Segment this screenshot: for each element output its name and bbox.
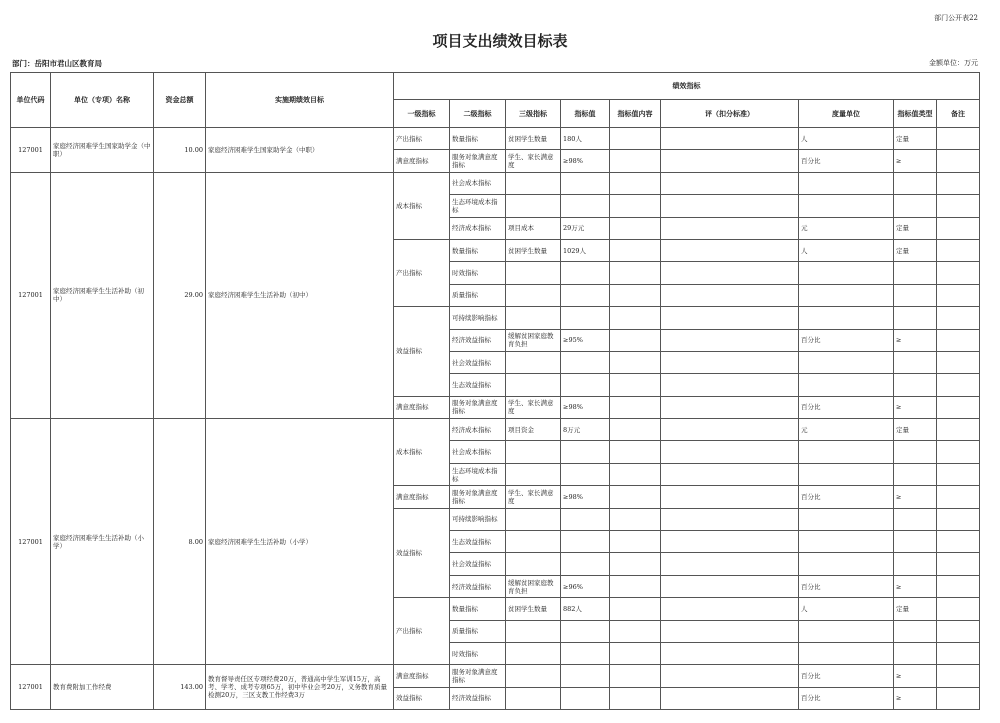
header-content: 指标值内容	[610, 100, 661, 128]
unit-code: 127001	[11, 128, 51, 173]
value-type: ≥	[894, 396, 937, 418]
indicator-value	[561, 307, 610, 329]
note	[937, 307, 980, 329]
level3-indicator: 贫困学生数量	[506, 239, 561, 261]
level3-indicator: 贫困学生数量	[506, 128, 561, 150]
level1-indicator: 满意度指标	[394, 486, 450, 508]
note	[937, 284, 980, 306]
scoring-criteria	[661, 172, 799, 194]
value-type: ≥	[894, 329, 937, 351]
measure-unit	[799, 620, 894, 642]
indicator-value: ≥98%	[561, 396, 610, 418]
indicator-content	[610, 128, 661, 150]
level3-indicator: 项目资金	[506, 419, 561, 441]
scoring-criteria	[661, 642, 799, 664]
scoring-criteria	[661, 351, 799, 373]
measure-unit: 元	[799, 217, 894, 239]
note	[937, 374, 980, 396]
level2-indicator: 社会成本指标	[450, 441, 506, 463]
scoring-criteria	[661, 531, 799, 553]
indicator-content	[610, 463, 661, 485]
value-type	[894, 620, 937, 642]
header-perf: 绩效指标	[394, 73, 980, 100]
value-type: 定量	[894, 239, 937, 261]
note	[937, 419, 980, 441]
level1-indicator: 满意度指标	[394, 396, 450, 418]
indicator-value: 29万元	[561, 217, 610, 239]
level2-indicator: 生态环境成本指标	[450, 195, 506, 217]
unit-code: 127001	[11, 419, 51, 665]
level1-indicator: 成本指标	[394, 172, 450, 239]
indicator-value	[561, 374, 610, 396]
header-value: 指标值	[561, 100, 610, 128]
note	[937, 620, 980, 642]
level3-indicator	[506, 642, 561, 664]
header-name: 单位（专项）名称	[51, 73, 154, 128]
project-name: 家庭经济困难学生生活补助（小学）	[51, 419, 154, 665]
indicator-content	[610, 172, 661, 194]
indicator-content	[610, 665, 661, 687]
scoring-criteria	[661, 128, 799, 150]
indicator-content	[610, 217, 661, 239]
indicator-value	[561, 195, 610, 217]
header-code: 单位代码	[11, 73, 51, 128]
level2-indicator: 质量指标	[450, 620, 506, 642]
measure-unit	[799, 642, 894, 664]
indicator-content	[610, 486, 661, 508]
scoring-criteria	[661, 239, 799, 261]
indicator-value: ≥96%	[561, 575, 610, 597]
scoring-criteria	[661, 195, 799, 217]
scoring-criteria	[661, 396, 799, 418]
measure-unit: 百分比	[799, 150, 894, 172]
indicator-value	[561, 508, 610, 530]
level3-indicator	[506, 172, 561, 194]
note	[937, 239, 980, 261]
table-row	[11, 172, 980, 194]
indicator-content	[610, 396, 661, 418]
indicator-value	[561, 553, 610, 575]
value-type: 定量	[894, 598, 937, 620]
note	[937, 217, 980, 239]
note	[937, 150, 980, 172]
level3-indicator	[506, 620, 561, 642]
level3-indicator	[506, 665, 561, 687]
scoring-criteria	[661, 329, 799, 351]
measure-unit	[799, 508, 894, 530]
level2-indicator: 生态效益指标	[450, 531, 506, 553]
header-level1: 一级指标	[394, 100, 450, 128]
level1-indicator: 成本指标	[394, 419, 450, 486]
level2-indicator: 经济成本指标	[450, 217, 506, 239]
note	[937, 508, 980, 530]
indicator-value: ≥95%	[561, 329, 610, 351]
level2-indicator: 服务对象满意度指标	[450, 150, 506, 172]
level2-indicator: 质量指标	[450, 284, 506, 306]
indicator-content	[610, 195, 661, 217]
value-type	[894, 531, 937, 553]
measure-unit	[799, 262, 894, 284]
scoring-criteria	[661, 598, 799, 620]
measure-unit: 百分比	[799, 687, 894, 709]
indicator-content	[610, 239, 661, 261]
indicator-content	[610, 262, 661, 284]
note	[937, 128, 980, 150]
value-type	[894, 374, 937, 396]
indicator-value	[561, 531, 610, 553]
indicator-content	[610, 284, 661, 306]
header-measure: 度量单位	[799, 100, 894, 128]
indicator-value	[561, 172, 610, 194]
amount-unit-label: 金额单位：万元	[929, 59, 978, 67]
scoring-criteria	[661, 553, 799, 575]
level1-indicator: 产出指标	[394, 128, 450, 150]
note	[937, 575, 980, 597]
scoring-criteria	[661, 620, 799, 642]
level3-indicator: 缓解贫困家庭教育负担	[506, 575, 561, 597]
level3-indicator	[506, 262, 561, 284]
indicator-content	[610, 687, 661, 709]
level2-indicator: 数量指标	[450, 128, 506, 150]
note	[937, 553, 980, 575]
indicator-value	[561, 665, 610, 687]
performance-goal: 家庭经济困难学生国家助学金（中职）	[206, 128, 394, 173]
scoring-criteria	[661, 284, 799, 306]
level3-indicator	[506, 553, 561, 575]
value-type	[894, 441, 937, 463]
measure-unit	[799, 172, 894, 194]
indicator-content	[610, 329, 661, 351]
indicator-value	[561, 687, 610, 709]
value-type	[894, 463, 937, 485]
note	[937, 351, 980, 373]
indicator-value: ≥98%	[561, 486, 610, 508]
level3-indicator	[506, 284, 561, 306]
value-type: 定量	[894, 419, 937, 441]
note	[937, 531, 980, 553]
measure-unit: 人	[799, 239, 894, 261]
value-type	[894, 195, 937, 217]
indicator-content	[610, 531, 661, 553]
indicator-content	[610, 307, 661, 329]
measure-unit	[799, 284, 894, 306]
measure-unit	[799, 531, 894, 553]
note	[937, 262, 980, 284]
note	[937, 195, 980, 217]
note	[937, 463, 980, 485]
measure-unit: 百分比	[799, 486, 894, 508]
note	[937, 598, 980, 620]
level3-indicator	[506, 195, 561, 217]
page-title: 项目支出绩效目标表	[432, 32, 568, 50]
level2-indicator: 经济成本指标	[450, 419, 506, 441]
indicator-value: 180人	[561, 128, 610, 150]
indicator-value	[561, 441, 610, 463]
indicator-content	[610, 575, 661, 597]
level2-indicator: 可持续影响指标	[450, 508, 506, 530]
note	[937, 642, 980, 664]
value-type	[894, 642, 937, 664]
scoring-criteria	[661, 665, 799, 687]
measure-unit: 人	[799, 598, 894, 620]
level2-indicator: 服务对象满意度指标	[450, 396, 506, 418]
indicator-value	[561, 463, 610, 485]
table-row	[11, 419, 980, 441]
value-type	[894, 508, 937, 530]
note	[937, 441, 980, 463]
level3-indicator	[506, 531, 561, 553]
indicator-value	[561, 284, 610, 306]
level2-indicator: 经济效益指标	[450, 329, 506, 351]
level1-indicator: 产出指标	[394, 239, 450, 306]
indicator-value: 882人	[561, 598, 610, 620]
scoring-criteria	[661, 575, 799, 597]
performance-goal: 教育督导责任区专项经费20万，普通高中学生军训15万，高考、学考、成考专项65万，初中毕业会考20万，义务教育质量检测20万，三区支教工作经费3万	[206, 665, 394, 710]
indicator-value	[561, 262, 610, 284]
measure-unit: 百分比	[799, 665, 894, 687]
indicator-value	[561, 642, 610, 664]
indicator-content	[610, 620, 661, 642]
header-goal: 实施期绩效目标	[206, 73, 394, 128]
indicator-value: 1029人	[561, 239, 610, 261]
value-type	[894, 172, 937, 194]
performance-goal: 家庭经济困难学生生活补助（小学）	[206, 419, 394, 665]
level2-indicator: 数量指标	[450, 598, 506, 620]
level3-indicator	[506, 307, 561, 329]
measure-unit: 元	[799, 419, 894, 441]
table-row	[11, 128, 980, 150]
header-level2: 二级指标	[450, 100, 506, 128]
value-type	[894, 351, 937, 373]
form-number: 部门公开表22	[934, 14, 978, 22]
project-name: 家庭经济困难学生国家助学金（中职）	[51, 128, 154, 173]
level2-indicator: 社会效益指标	[450, 351, 506, 373]
scoring-criteria	[661, 441, 799, 463]
performance-target-table	[10, 72, 980, 710]
indicator-content	[610, 598, 661, 620]
scoring-criteria	[661, 307, 799, 329]
level3-indicator	[506, 687, 561, 709]
fund-total: 29.00	[154, 172, 206, 418]
indicator-content	[610, 508, 661, 530]
level2-indicator: 社会效益指标	[450, 553, 506, 575]
unit-code: 127001	[11, 665, 51, 710]
note	[937, 329, 980, 351]
value-type: ≥	[894, 486, 937, 508]
indicator-content	[610, 553, 661, 575]
header-criteria: 评（扣分标准）	[661, 100, 799, 128]
level2-indicator: 生态效益指标	[450, 374, 506, 396]
level3-indicator: 学生、家长满意度	[506, 396, 561, 418]
scoring-criteria	[661, 217, 799, 239]
header-type: 指标值类型	[894, 100, 937, 128]
scoring-criteria	[661, 150, 799, 172]
scoring-criteria	[661, 262, 799, 284]
level1-indicator: 效益指标	[394, 687, 450, 709]
value-type: ≥	[894, 575, 937, 597]
fund-total: 8.00	[154, 419, 206, 665]
value-type	[894, 262, 937, 284]
value-type: ≥	[894, 665, 937, 687]
indicator-content	[610, 374, 661, 396]
header-amount: 资金总额	[154, 73, 206, 128]
indicator-content	[610, 441, 661, 463]
scoring-criteria	[661, 508, 799, 530]
measure-unit: 百分比	[799, 396, 894, 418]
level3-indicator	[506, 508, 561, 530]
level3-indicator: 贫困学生数量	[506, 598, 561, 620]
scoring-criteria	[661, 374, 799, 396]
level2-indicator: 数量指标	[450, 239, 506, 261]
indicator-value: ≥98%	[561, 150, 610, 172]
measure-unit	[799, 195, 894, 217]
level3-indicator: 学生、家长满意度	[506, 486, 561, 508]
indicator-content	[610, 642, 661, 664]
level3-indicator	[506, 441, 561, 463]
note	[937, 687, 980, 709]
measure-unit	[799, 351, 894, 373]
scoring-criteria	[661, 687, 799, 709]
project-name: 教育费附加工作经费	[51, 665, 154, 710]
level1-indicator: 满意度指标	[394, 150, 450, 172]
level2-indicator: 可持续影响指标	[450, 307, 506, 329]
value-type	[894, 553, 937, 575]
header-note: 备注	[937, 100, 980, 128]
level3-indicator	[506, 374, 561, 396]
measure-unit	[799, 553, 894, 575]
measure-unit	[799, 441, 894, 463]
scoring-criteria	[661, 486, 799, 508]
scoring-criteria	[661, 463, 799, 485]
level2-indicator: 社会成本指标	[450, 172, 506, 194]
value-type	[894, 284, 937, 306]
level2-indicator: 时效指标	[450, 642, 506, 664]
value-type	[894, 307, 937, 329]
note	[937, 665, 980, 687]
level2-indicator: 服务对象满意度指标	[450, 665, 506, 687]
value-type: 定量	[894, 128, 937, 150]
level2-indicator: 生态环境成本指标	[450, 463, 506, 485]
measure-unit	[799, 307, 894, 329]
measure-unit: 百分比	[799, 329, 894, 351]
header-level3: 三级指标	[506, 100, 561, 128]
level1-indicator: 满意度指标	[394, 665, 450, 687]
note	[937, 396, 980, 418]
level3-indicator	[506, 463, 561, 485]
indicator-value	[561, 351, 610, 373]
measure-unit	[799, 463, 894, 485]
value-type: ≥	[894, 150, 937, 172]
level3-indicator	[506, 351, 561, 373]
note	[937, 486, 980, 508]
level2-indicator: 时效指标	[450, 262, 506, 284]
note	[937, 172, 980, 194]
fund-total: 143.00	[154, 665, 206, 710]
table-row	[11, 665, 980, 687]
indicator-value: 8万元	[561, 419, 610, 441]
project-name: 家庭经济困难学生生活补助（初中）	[51, 172, 154, 418]
indicator-value	[561, 620, 610, 642]
level1-indicator: 效益指标	[394, 508, 450, 598]
level2-indicator: 经济效益指标	[450, 575, 506, 597]
level3-indicator: 缓解贫困家庭教育负担	[506, 329, 561, 351]
fund-total: 10.00	[154, 128, 206, 173]
indicator-content	[610, 419, 661, 441]
unit-code: 127001	[11, 172, 51, 418]
value-type: ≥	[894, 687, 937, 709]
measure-unit: 百分比	[799, 575, 894, 597]
level2-indicator: 服务对象满意度指标	[450, 486, 506, 508]
scoring-criteria	[661, 419, 799, 441]
indicator-content	[610, 150, 661, 172]
level1-indicator: 产出指标	[394, 598, 450, 665]
level3-indicator: 学生、家长满意度	[506, 150, 561, 172]
department-label: 部门：岳阳市君山区教育局	[12, 59, 102, 68]
measure-unit	[799, 374, 894, 396]
performance-goal: 家庭经济困难学生生活补助（初中）	[206, 172, 394, 418]
value-type: 定量	[894, 217, 937, 239]
level3-indicator: 项目成本	[506, 217, 561, 239]
indicator-content	[610, 351, 661, 373]
level1-indicator: 效益指标	[394, 307, 450, 397]
level2-indicator: 经济效益指标	[450, 687, 506, 709]
measure-unit: 人	[799, 128, 894, 150]
